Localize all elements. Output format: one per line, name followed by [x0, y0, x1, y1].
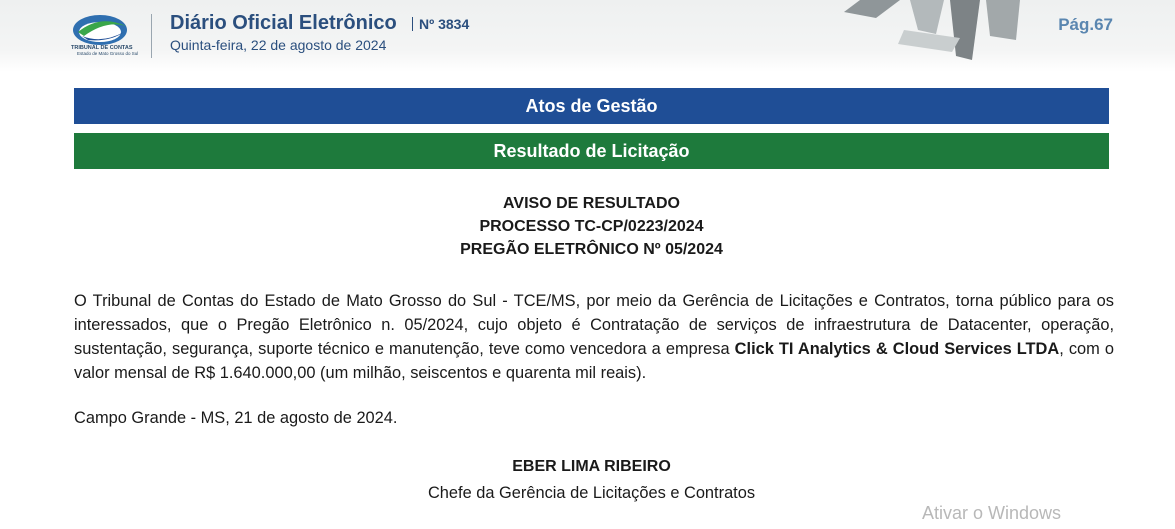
- header-decoration: [840, 0, 1050, 72]
- signer-role: Chefe da Gerência de Licitações e Contratos: [427, 484, 756, 502]
- edition-number: [412, 16, 469, 32]
- notice-heading-line3: PREGÃO ELETRÔNICO Nº 05/2024: [460, 241, 723, 258]
- notice-heading-line1: AVISO DE RESULTADO: [503, 195, 680, 212]
- logo-caption-line2: Estado de Mato Grosso do Sul: [77, 51, 139, 56]
- publication-title: Diário Oficial Eletrônico: [170, 12, 397, 34]
- notice-heading: [74, 192, 1109, 261]
- page-number: Pág.67: [1058, 15, 1113, 34]
- page-header: [0, 0, 1175, 72]
- section-banner-atos-de-gestao: Atos de Gestão: [74, 88, 1109, 124]
- notice-body-value: , com o valor mensal de R$ 1.640.000,00 (um milhão, seiscentos e quarenta mil reais).: [74, 340, 1114, 382]
- winning-company: Click TI Analytics & Cloud Services LTDA: [734, 340, 1060, 358]
- signer-name: EBER LIMA RIBEIRO: [512, 458, 671, 475]
- logo-caption: [71, 45, 138, 56]
- logo-caption-line1: TRIBUNAL DE CONTAS: [71, 45, 133, 51]
- edition-separator: [412, 17, 413, 31]
- notice-body-intro: O Tribunal de Contas do Estado de Mato Grosso do Sul - TCE/MS, por meio da Gerência de Licitações e Contratos, torna público para os interessados, que o Pregão Eletrônico n. 05/2024, cujo objeto é Contratação de serviços de infraestrutura de Datacenter, operação, sustentação, segurança, suporte técnico e manutenção, teve como vencedora a empresa: [74, 292, 1114, 358]
- publication-date: Quinta-feira, 22 de agosto de 2024: [170, 37, 387, 53]
- windows-activation-watermark: Ativar o Windows: [922, 503, 1062, 523]
- edition-number-text: Nº 3834: [419, 16, 470, 32]
- header-divider: [151, 14, 152, 58]
- section-banner-resultado-licitacao: Resultado de Licitação: [74, 133, 1109, 169]
- notice-heading-line2: PROCESSO TC-CP/0223/2024: [479, 218, 704, 235]
- place-and-date: Campo Grande - MS, 21 de agosto de 2024.: [74, 409, 398, 427]
- notice-body: [74, 289, 1114, 385]
